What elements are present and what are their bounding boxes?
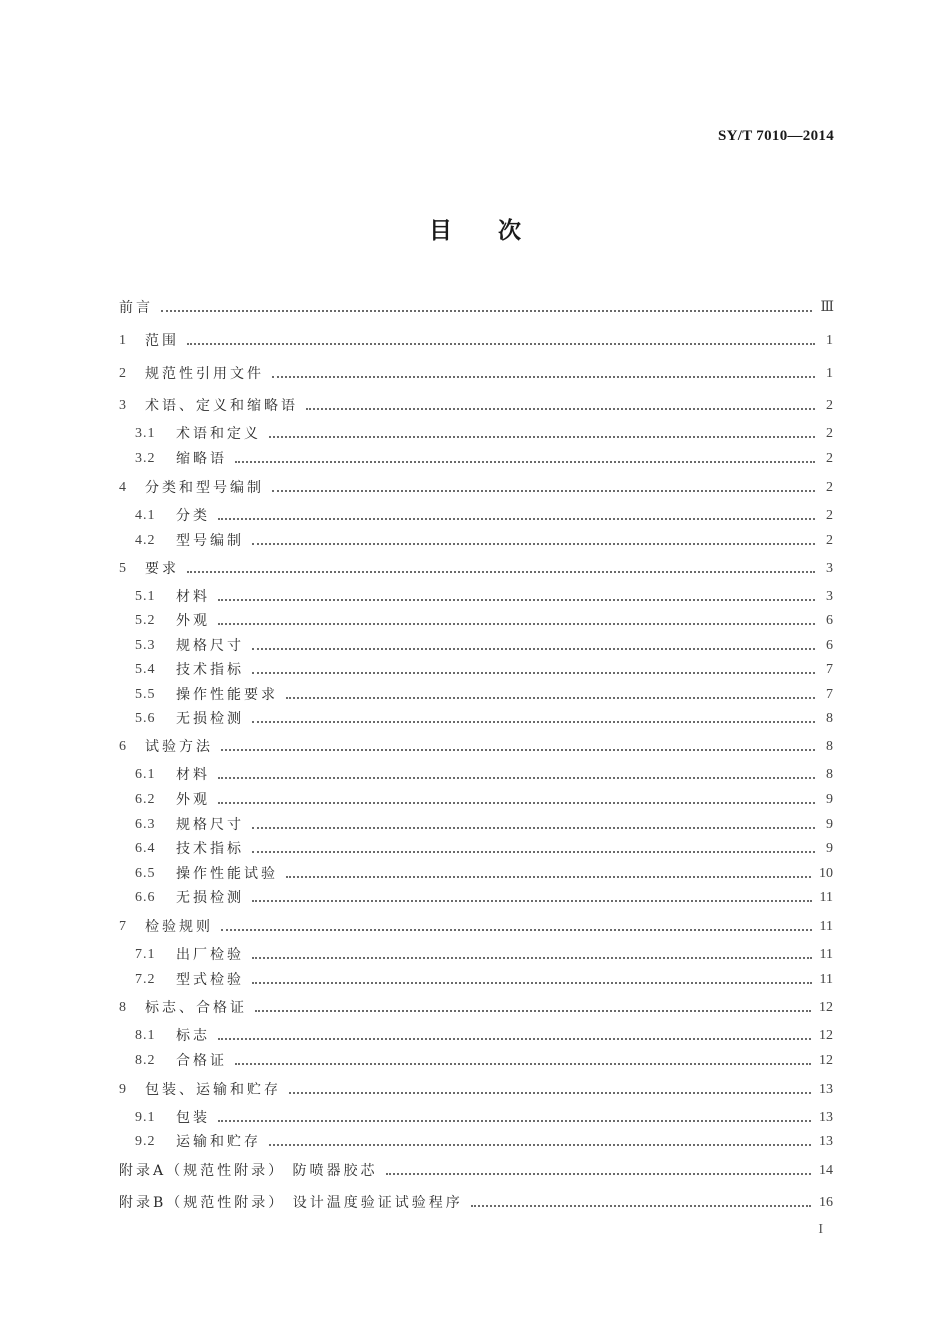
toc-entry-label: 术语和定义 (176, 426, 261, 442)
toc-entry-label: 规格尺寸 (176, 638, 244, 654)
dot-leader (386, 1173, 811, 1175)
dot-leader (218, 518, 815, 520)
toc-entry-page: 9 (826, 841, 833, 856)
toc-entry-page: 12 (819, 1000, 833, 1015)
toc-entry-page: 2 (826, 451, 833, 466)
toc-entry-page: 7 (826, 687, 833, 702)
toc-entry-page: 14 (819, 1163, 833, 1178)
toc-entry[interactable] (119, 364, 833, 384)
toc-entry-label: 要求 (145, 561, 179, 577)
toc-entry-page: 11 (819, 947, 833, 962)
toc-entry-label: 分类 (176, 508, 210, 524)
toc-entry-label: 标志 (176, 1028, 210, 1044)
toc-entry-page: 16 (819, 1195, 833, 1210)
dot-leader (306, 408, 815, 410)
toc-entry-page: 9 (826, 817, 833, 832)
toc-entry-number: 3.2 (135, 451, 156, 466)
toc-entry-number: 6.3 (135, 817, 156, 832)
dot-leader (218, 1120, 811, 1122)
toc-entry[interactable] (119, 1132, 833, 1152)
toc-entry-number: 5.2 (135, 613, 156, 628)
toc-entry-label: 无损检测 (176, 890, 244, 906)
toc-entry-number: 7.2 (135, 972, 156, 987)
dot-leader (252, 982, 812, 984)
toc-entry-number: 9 (119, 1082, 127, 1097)
dot-leader (235, 461, 815, 463)
toc-entry[interactable] (119, 685, 833, 705)
toc-entry[interactable] (119, 531, 833, 551)
toc-entry[interactable] (119, 660, 833, 680)
toc-entry-number: 4.1 (135, 508, 156, 523)
dot-leader (252, 721, 815, 723)
toc-entry-page: 1 (826, 366, 833, 381)
toc-entry[interactable] (119, 331, 833, 351)
dot-leader (252, 672, 815, 674)
toc-entry-label: 前言 (119, 300, 153, 316)
toc-entry-label: 型式检验 (176, 972, 244, 988)
toc-entry[interactable] (119, 864, 833, 884)
toc-entry-label: 外观 (176, 792, 210, 808)
toc-entry[interactable] (119, 970, 833, 990)
toc-entry-page: 10 (819, 866, 833, 881)
toc-entry-number: 7.1 (135, 947, 156, 962)
toc-entry-number: 5.4 (135, 662, 156, 677)
toc-entry-page: 6 (826, 613, 833, 628)
toc-entry[interactable] (119, 636, 833, 656)
toc-entry-number: 5 (119, 561, 127, 576)
toc-entry-number: 8.1 (135, 1028, 156, 1043)
toc-entry[interactable] (119, 424, 833, 444)
toc-entry-page: 13 (819, 1110, 833, 1125)
toc-entry-number: 3 (119, 398, 127, 413)
toc-entry[interactable] (119, 839, 833, 859)
toc-entry-number: 6.4 (135, 841, 156, 856)
toc-entry-number: 6.6 (135, 890, 156, 905)
toc-entry[interactable] (119, 945, 833, 965)
toc-entry-page: 13 (819, 1082, 833, 1097)
toc-entry-label: 术语、定义和缩略语 (145, 398, 298, 414)
toc-entry-page: 3 (826, 561, 833, 576)
toc-title: 目次 (429, 218, 567, 244)
toc-entry-number: 7 (119, 919, 127, 934)
toc-entry-label: 技术指标 (176, 662, 244, 678)
toc-entry[interactable] (119, 478, 833, 498)
toc-entry[interactable] (119, 396, 833, 416)
dot-leader (286, 876, 811, 878)
toc-entry-label: 缩略语 (176, 451, 227, 467)
toc-entry-page: 3 (826, 589, 833, 604)
toc-entry-page: 12 (819, 1028, 833, 1043)
toc-entry-number: 2 (119, 366, 127, 381)
dot-leader (286, 697, 815, 699)
toc-entry-number: 6.1 (135, 767, 156, 782)
toc-entry-label: 合格证 (176, 1053, 227, 1069)
dot-leader (252, 543, 815, 545)
toc-entry-label: 材料 (176, 767, 210, 783)
toc-entry-page: 8 (826, 767, 833, 782)
toc-entry-label: 外观 (176, 613, 210, 629)
dot-leader (252, 648, 815, 650)
toc-entry[interactable] (119, 1108, 833, 1128)
dot-leader (218, 623, 815, 625)
dot-leader (269, 436, 815, 438)
toc-entry-page: 12 (819, 1053, 833, 1068)
toc-entry-number: 4 (119, 480, 127, 495)
toc-entry-page: 7 (826, 662, 833, 677)
dot-leader (272, 490, 815, 492)
dot-leader (187, 571, 815, 573)
toc-entry[interactable] (119, 1161, 833, 1181)
toc-entry-number: 8 (119, 1000, 127, 1015)
toc-entry[interactable] (119, 737, 833, 757)
toc-entry-label: 包装 (176, 1110, 210, 1126)
toc-entry-number: 1 (119, 333, 127, 348)
dot-leader (218, 599, 815, 601)
toc-entry-label: 规格尺寸 (176, 817, 244, 833)
dot-leader (255, 1010, 811, 1012)
toc-entry[interactable] (119, 765, 833, 785)
toc-entry-number: 3.1 (135, 426, 156, 441)
dot-leader (269, 1144, 811, 1146)
toc-entry-label: 运输和贮存 (176, 1134, 261, 1150)
standard-number: SY/T 7010—2014 (717, 128, 834, 144)
toc-entry-number: 6.5 (135, 866, 156, 881)
toc-entry-label: 操作性能试验 (176, 866, 278, 882)
toc-entry-page: 9 (826, 792, 833, 807)
toc-entry-label: 标志、合格证 (145, 1000, 247, 1016)
toc-entry[interactable] (119, 1051, 833, 1071)
dot-leader (218, 1038, 811, 1040)
toc-entry-page: 2 (826, 533, 833, 548)
toc-entry-label: 试验方法 (145, 739, 213, 755)
toc-entry-page: 13 (819, 1134, 833, 1149)
dot-leader (235, 1063, 811, 1065)
toc-entry-number: 5.3 (135, 638, 156, 653)
toc-entry-number: 5.5 (135, 687, 156, 702)
dot-leader (252, 957, 812, 959)
toc-entry-page: 6 (826, 638, 833, 653)
dot-leader (218, 777, 815, 779)
toc-entry[interactable] (119, 1026, 833, 1046)
toc-entry-number: 5.1 (135, 589, 156, 604)
toc-entry[interactable] (119, 709, 833, 729)
dot-leader (221, 749, 815, 751)
dot-leader (221, 929, 812, 931)
toc-entry-label: 附录A（规范性附录） 防喷器胶芯 (119, 1163, 378, 1179)
toc-entry-number: 9.2 (135, 1134, 156, 1149)
toc-entry[interactable] (119, 815, 833, 835)
dot-leader (218, 802, 815, 804)
toc-entry[interactable] (119, 998, 833, 1018)
toc-entry[interactable] (119, 888, 833, 908)
toc-entry-label: 附录B（规范性附录） 设计温度验证试验程序 (119, 1195, 463, 1211)
toc-entry[interactable] (119, 790, 833, 810)
toc-entry[interactable] (119, 449, 833, 469)
toc-entry[interactable] (119, 1080, 833, 1100)
toc-entry-label: 出厂检验 (176, 947, 244, 963)
dot-leader (252, 851, 815, 853)
toc-entry-page: 2 (826, 480, 833, 495)
toc-entry-page: 2 (826, 398, 833, 413)
toc-entry-number: 4.2 (135, 533, 156, 548)
toc-entry-number: 8.2 (135, 1053, 156, 1068)
toc-entry-page: 2 (826, 426, 833, 441)
dot-leader (187, 343, 815, 345)
toc-entry-label: 分类和型号编制 (145, 480, 264, 496)
toc-entry[interactable] (119, 587, 833, 607)
toc-entry-page: 1 (826, 333, 833, 348)
footer-page-number: I (818, 1222, 823, 1237)
dot-leader (161, 310, 812, 312)
toc-entry[interactable] (119, 611, 833, 631)
toc-entry-label: 材料 (176, 589, 210, 605)
toc-entry-number: 9.1 (135, 1110, 156, 1125)
toc-entry[interactable] (119, 917, 833, 937)
toc-entry-page: 8 (826, 739, 833, 754)
toc-entry-label: 包装、运输和贮存 (145, 1082, 281, 1098)
toc-entry-page: 8 (826, 711, 833, 726)
dot-leader (471, 1205, 811, 1207)
toc-entry[interactable] (119, 298, 833, 318)
toc-entry-label: 型号编制 (176, 533, 244, 549)
toc-entry-label: 无损检测 (176, 711, 244, 727)
toc-entry[interactable] (119, 559, 833, 579)
toc-entry-label: 范围 (145, 333, 179, 349)
toc-entry-page: 11 (819, 919, 833, 934)
toc-entry[interactable] (119, 506, 833, 526)
toc-entry-label: 技术指标 (176, 841, 244, 857)
toc-entry-number: 5.6 (135, 711, 156, 726)
toc-entry-label: 规范性引用文件 (145, 366, 264, 382)
toc-entry-page: 2 (826, 508, 833, 523)
dot-leader (289, 1092, 811, 1094)
toc-entry-page: Ⅲ (820, 300, 833, 315)
toc-entry-page: 11 (819, 890, 833, 905)
dot-leader (252, 827, 815, 829)
toc-entry-page: 11 (819, 972, 833, 987)
toc-entry-number: 6 (119, 739, 127, 754)
toc-entry-number: 6.2 (135, 792, 156, 807)
toc-entry[interactable] (119, 1193, 833, 1213)
toc-entry-label: 检验规则 (145, 919, 213, 935)
toc-entry-label: 操作性能要求 (176, 687, 278, 703)
dot-leader (272, 376, 815, 378)
dot-leader (252, 900, 812, 902)
